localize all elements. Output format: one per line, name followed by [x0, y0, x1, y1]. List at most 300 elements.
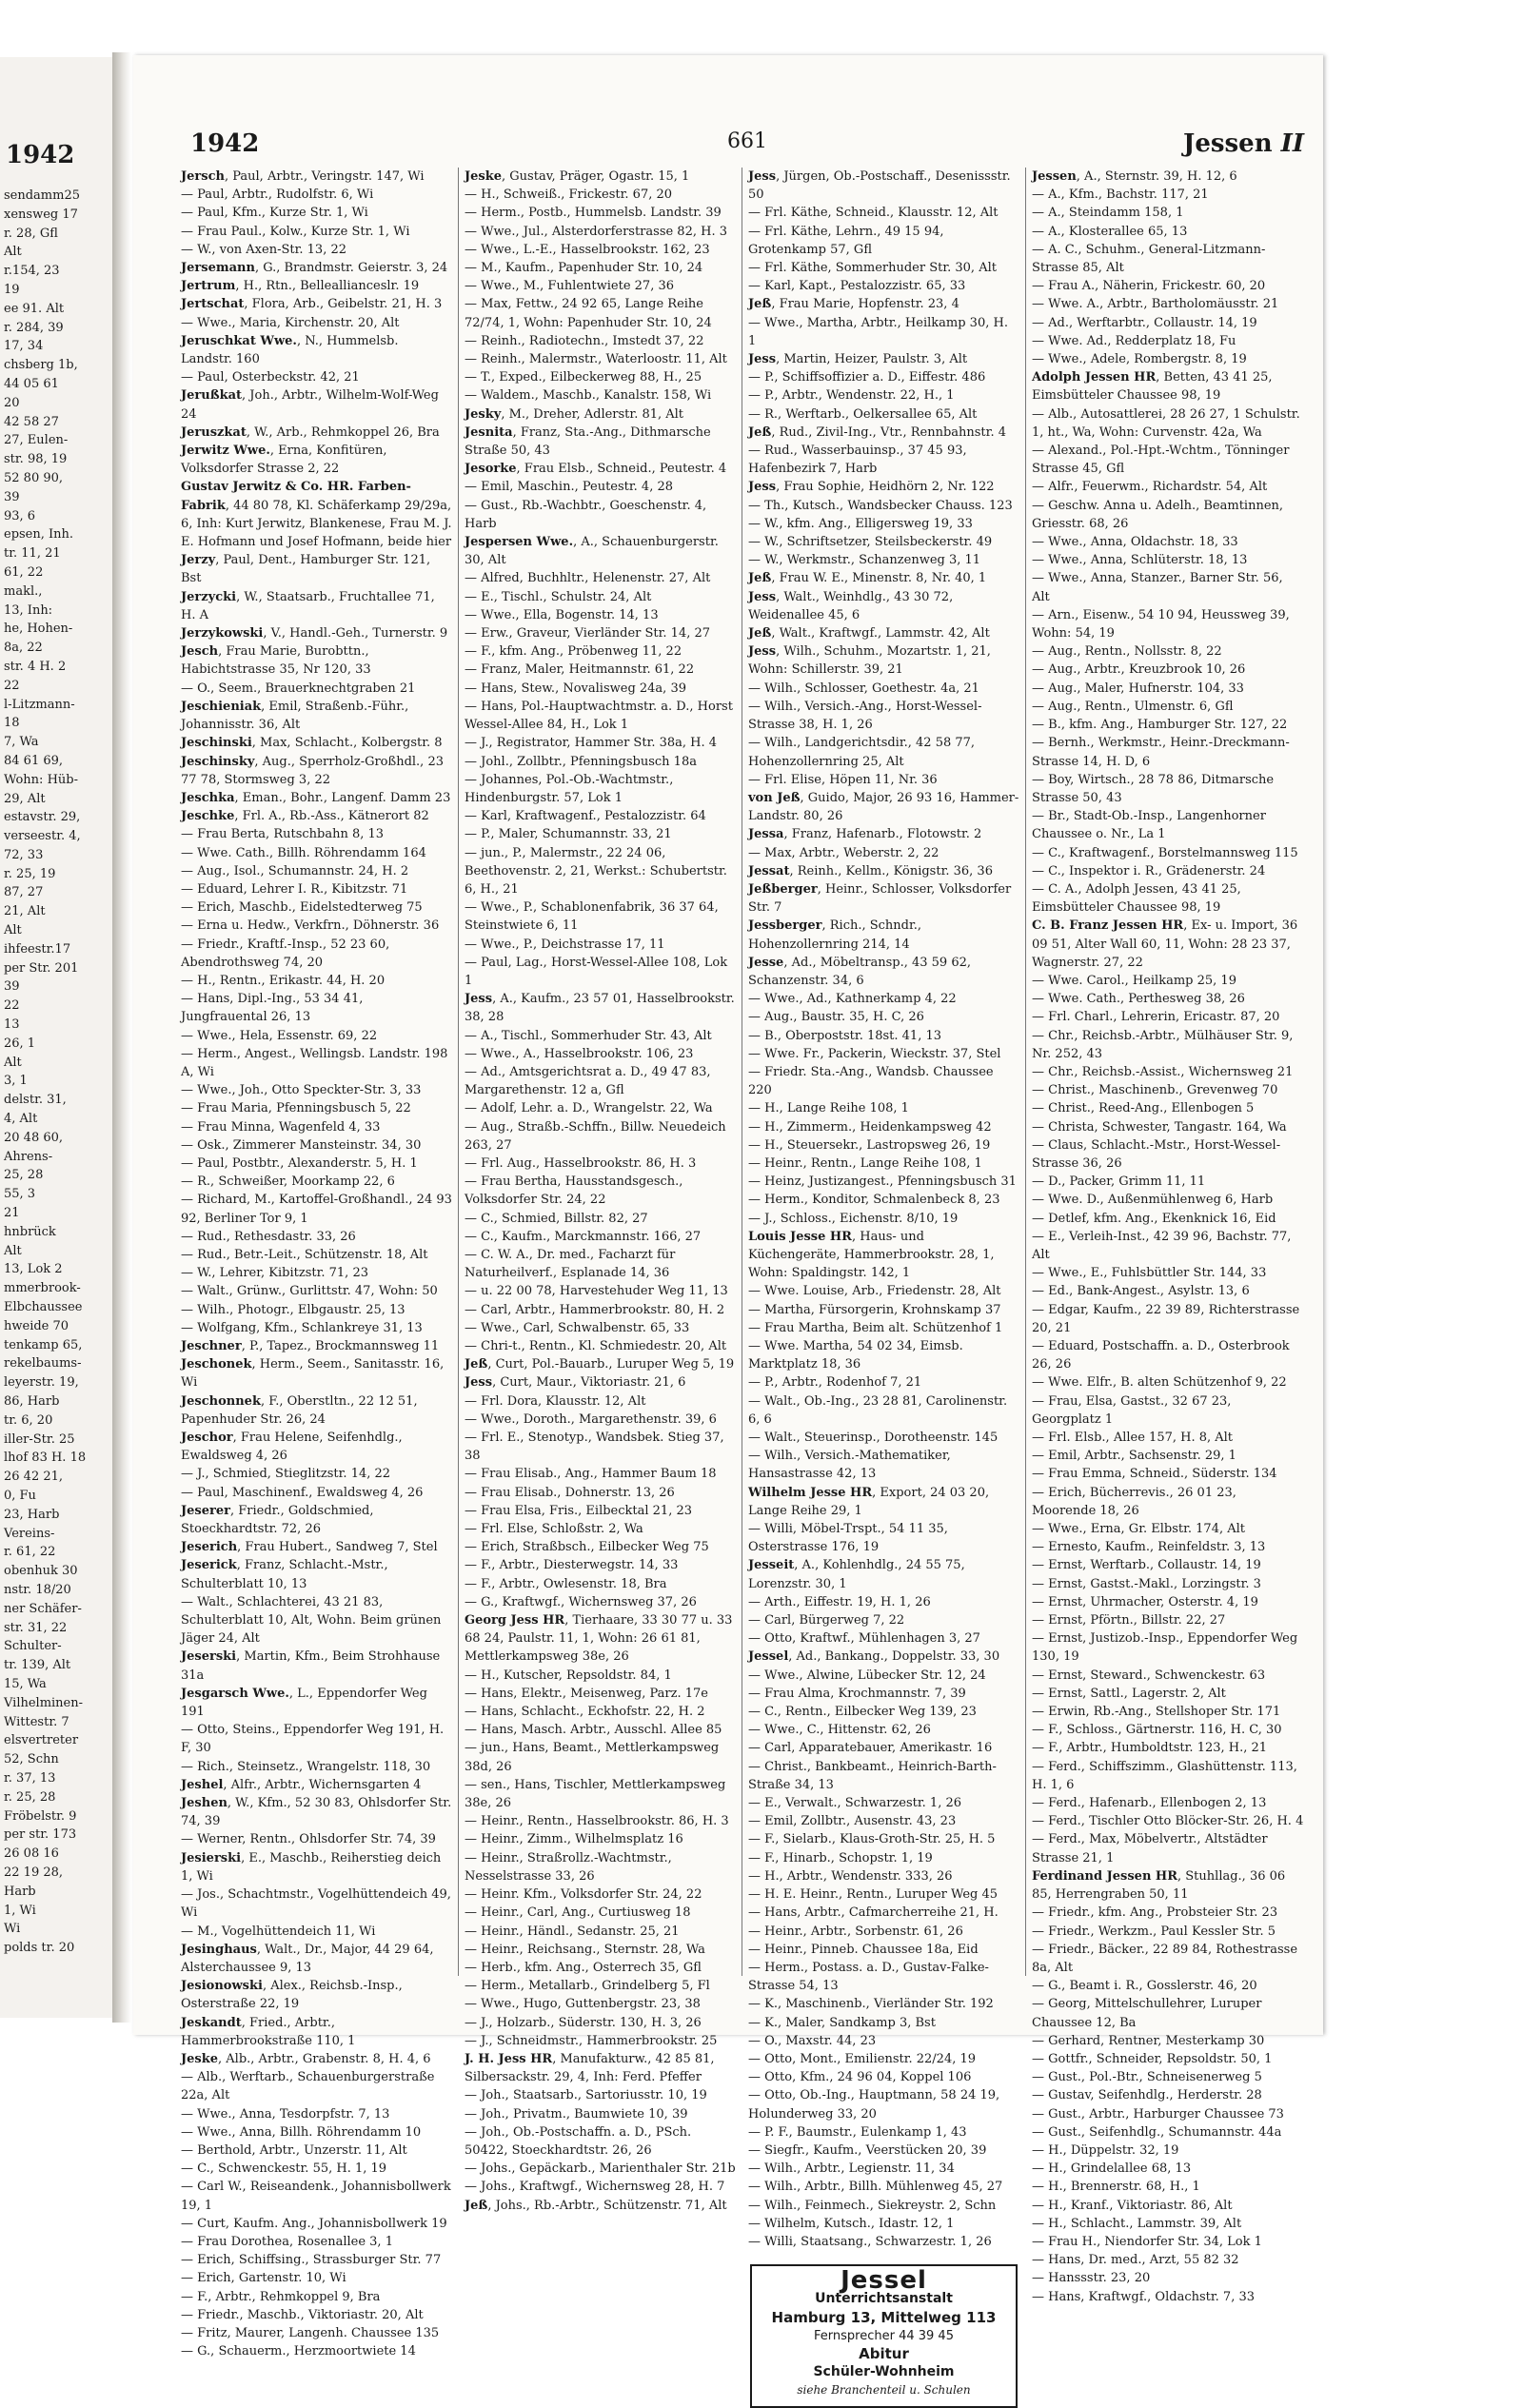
directory-entry: Jersemann, G., Brandmstr. Geierstr. 3, 24: [181, 261, 448, 276]
directory-entry: — Alb., Werftarb., Schauenburgerstraße 22a, Alt: [181, 2070, 435, 2103]
directory-entry: — Aug., Rentn., Nollsstr. 8, 22: [1032, 644, 1222, 660]
left-page-line: per Str. 201: [4, 960, 79, 976]
directory-entry: — G., Beamt i. R., Gosslerstr. 46, 20: [1032, 1979, 1257, 1994]
directory-entry: — H., Schweiß., Frickestr. 67, 20: [465, 188, 673, 203]
directory-column-3: [742, 168, 1026, 2398]
column-3-entries: [748, 168, 1019, 2251]
directory-entry: — Frl. Aug., Hasselbrookstr. 86, H. 3: [465, 1155, 697, 1171]
directory-entry: Jeske, Alb., Arbtr., Grabenstr. 8, H. 4, 6: [181, 2051, 431, 2066]
directory-entry: — Wwe., Anna, Billh. Röhrendamm 10: [181, 2124, 422, 2140]
ad-line-4: Abitur: [859, 2344, 909, 2362]
directory-entry: — F., Arbtr., Rehmkoppel 9, Bra: [181, 2289, 381, 2304]
directory-entry: Jertschat, Flora, Arb., Geibelstr. 21, H. 3: [181, 297, 443, 312]
directory-entry: Jeßberger, Heinr., Schlosser, Volksdorfer Str. 7: [748, 881, 1012, 916]
directory-entry: Jesse, Ad., Möbeltransp., 43 59 62, Schanzenstr. 34, 6: [748, 955, 972, 988]
directory-entry: — Frau Elisab., Dohnerstr. 13, 26: [465, 1485, 675, 1500]
directory-entry: — Frl. Käthe, Sommerhuder Str. 30, Alt: [748, 261, 997, 276]
directory-entry: — Frau H., Niendorfer Str. 34, Lok 1: [1032, 2234, 1262, 2249]
directory-entry: Jeshel, Alfr., Arbtr., Wichernsgarten 4: [181, 1777, 422, 1792]
left-page-line: 29, Alt: [4, 791, 46, 806]
left-page-line: 27, Eulen-: [4, 433, 69, 448]
directory-entry: Jesorke, Frau Elsb., Schneid., Peutestr. 4: [465, 462, 727, 477]
left-page-line: chsberg 1b,: [4, 358, 78, 373]
directory-entry: — Emil, Arbtr., Sachsenstr. 29, 1: [1032, 1449, 1236, 1464]
left-page-line: 61, 22: [4, 564, 44, 580]
directory-entry: Jeschonek, Herm., Seem., Sanitasstr. 16, Wi: [181, 1357, 445, 1391]
directory-entry: — Wwe., E., Fuhlsbüttler Str. 144, 33: [1032, 1266, 1267, 1281]
directory-entry: — Wwe. Louise, Arb., Friedenstr. 28, Alt: [748, 1284, 1001, 1299]
directory-entry: — Ad., Werftarbtr., Collaustr. 14, 19: [1032, 315, 1257, 330]
directory-entry: — Paul, Arbtr., Rudolfstr. 6, Wi: [181, 188, 374, 203]
directory-entry: — H., Steuersekr., Lastropsweg 26, 19: [748, 1137, 991, 1153]
directory-entry: — Reinh., Radiotechn., Imstedt 37, 22: [465, 333, 704, 348]
directory-entry: — H., Kranf., Viktoriastr. 86, Alt: [1032, 2198, 1233, 2213]
left-page-line: lhof 83 H. 18: [4, 1451, 87, 1466]
directory-entry: — Johs., Gepäckarb., Marienthaler Str. 21b: [465, 2161, 736, 2177]
directory-entry: — A., Klosterallee 65, 13: [1032, 224, 1188, 239]
directory-entry: — Wwe., Alwine, Lübecker Str. 12, 24: [748, 1668, 986, 1683]
directory-entry: — Wwe., Anna, Oldachstr. 18, 33: [1032, 535, 1238, 550]
directory-entry: — Hans, Masch. Arbtr., Ausschl. Allee 85: [465, 1723, 722, 1738]
left-page-line: l-Litzmann-: [4, 697, 75, 712]
left-page-line: 39: [4, 489, 20, 504]
directory-entry: — Wilh., Arbtr., Billh. Mühlenweg 45, 27: [748, 2180, 1003, 2195]
directory-entry: — Br., Stadt-Ob.-Insp., Langenhorner Chaussee o. Nr., La 1: [1032, 809, 1266, 842]
directory-entry: — Werner, Rentn., Ohlsdorfer Str. 74, 39: [181, 1832, 436, 1847]
directory-entry: — Erich, Straßbsch., Eilbecker Weg 75: [465, 1540, 709, 1555]
directory-entry: Jess, Walt., Weinhdlg., 43 30 72, Weidenallee 45, 6: [748, 589, 954, 622]
directory-entry: — Johl., Zollbtr., Pfenningsbusch 18a: [465, 754, 697, 769]
directory-entry: — D., Packer, Grimm 11, 11: [1032, 1174, 1206, 1190]
directory-entry: — Wwe. Cath., Billh. Röhrendamm 164: [181, 845, 426, 860]
directory-entry: — Frau A., Näherin, Frickestr. 60, 20: [1032, 279, 1266, 294]
left-page-line: r. 25, 28: [4, 1789, 56, 1805]
directory-entry: Jerußkat, Joh., Arbtr., Wilhelm-Wolf-Weg 24: [181, 388, 439, 422]
directory-entry: — Emil, Maschin., Peutestr. 4, 28: [465, 480, 674, 495]
left-page-line: 52, Schn: [4, 1752, 59, 1767]
directory-entry: — F., Arbtr., Humboldtstr. 123, H., 21: [1032, 1741, 1268, 1756]
left-page-line: xensweg 17: [4, 207, 78, 222]
directory-entry: — Erich, Maschb., Eidelstedterweg 75: [181, 900, 423, 916]
left-page-line: makl.,: [4, 583, 43, 599]
directory-entry: — Heinr., Pinneb. Chaussee 18a, Eid: [748, 1942, 979, 1957]
directory-entry: — Th., Kutsch., Wandsbecker Chauss. 123: [748, 498, 1013, 513]
left-page-line: estavstr. 29,: [4, 810, 81, 825]
directory-entry: — A., Kfm., Bachstr. 117, 21: [1032, 188, 1209, 203]
left-page-line: Wittestr. 7: [4, 1714, 69, 1729]
directory-entry: C. B. Franz Jessen HR, Ex- u. Import, 36 09 51, Alter Wall 60, 11, Wohn: 28 23 37, Wagnerstr. 27, 22: [1032, 918, 1298, 970]
directory-entry: — E., Tischl., Schulstr. 24, Alt: [465, 589, 652, 604]
left-page-line: delstr. 31,: [4, 1093, 67, 1108]
directory-entry: — Carl W., Reiseandenk., Johannisbollwerk 19, 1: [181, 2180, 451, 2213]
directory-entry: — H. E. Heinr., Rentn., Luruper Weg 45: [748, 1887, 999, 1903]
directory-entry: — Friedr., Bäcker., 22 89 84, Rothestrasse 8a, Alt: [1032, 1942, 1298, 1975]
left-page-line: 42 58 27: [4, 414, 59, 429]
directory-entry: — Otto, Kraftwf., Mühlenhagen 3, 27: [748, 1631, 980, 1647]
directory-entry: — Franz, Maler, Heitmannstr. 61, 22: [465, 662, 695, 678]
directory-entry: — Rud., Betr.-Leit., Schützenstr. 18, Alt: [181, 1247, 428, 1262]
jessel-advertisement: [750, 2264, 1018, 2407]
directory-entry: — H., Rentn., Erikastr. 44, H. 20: [181, 973, 386, 988]
directory-entry: — Otto, Ob.-Ing., Hauptmann, 58 24 19, Holunderweg 33, 20: [748, 2088, 1000, 2122]
directory-entry: — Paul, Maschinenf., Ewaldsweg 4, 26: [181, 1485, 424, 1500]
directory-entry: — Friedr., Kraftf.-Insp., 52 23 60, Abendrothsweg 74, 20: [181, 937, 390, 970]
directory-entry: — Willi, Möbel-Trspt., 54 11 35, Osterstrasse 176, 19: [748, 1522, 948, 1555]
directory-entry: Jeserich, Frau Hubert., Sandweg 7, Stel: [181, 1540, 438, 1555]
directory-entry: Georg Jess HR, Tierhaare, 33 30 77 u. 33 68 24, Paulstr. 11, 1, Wohn: 26 61 81, Mettlerkampsweg 38e, 26: [465, 1613, 733, 1665]
left-page-line: Harb: [4, 1884, 36, 1899]
directory-entry: — E., Verwalt., Schwarzestr. 1, 26: [748, 1796, 961, 1811]
directory-entry: — H., Düppelstr. 32, 19: [1032, 2142, 1179, 2158]
directory-entry: — K., Maschinenb., Vierländer Str. 192: [748, 1997, 994, 2012]
directory-entry: — Eduard, Lehrer I. R., Kibitzstr. 71: [181, 881, 408, 897]
left-page-lines: [0, 187, 112, 1958]
left-page-line: 55, 3: [4, 1187, 36, 1202]
directory-entry: — Christa, Schwester, Tangastr. 164, Wa: [1032, 1119, 1287, 1135]
directory-entry: — Herm., Angest., Wellingsb. Landstr. 198 A, Wi: [181, 1046, 448, 1079]
directory-entry: — C., Rentn., Eilbecker Weg 139, 23: [748, 1705, 977, 1720]
directory-entry: Jessberger, Rich., Schndr., Hohenzollernring 214, 14: [748, 918, 922, 952]
directory-entry: — G., Schauerm., Herzmoortwiete 14: [181, 2344, 416, 2359]
directory-entry: — Gottfr., Schneider, Repsoldstr. 50, 1: [1032, 2051, 1273, 2066]
directory-entry: — Paul, Kfm., Kurze Str. 1, Wi: [181, 206, 368, 221]
directory-entry: — Frau Bertha, Hausstandsgesch., Volksdorfer Str. 24, 22: [465, 1174, 683, 1208]
directory-entry: — Heinz, Justizangest., Pfenningsbusch 31: [748, 1174, 1017, 1190]
directory-entry: — W., kfm. Ang., Elligersweg 19, 33: [748, 516, 973, 531]
directory-entry: Jeserick, Franz, Schlacht.-Mstr., Schulterblatt 10, 13: [181, 1558, 388, 1591]
directory-entry: — Emil, Zollbtr., Ausenstr. 43, 23: [748, 1814, 957, 1829]
directory-entry: — Ferd., Max, Möbelvertr., Altstädter Strasse 21, 1: [1032, 1832, 1268, 1865]
ad-name: Jessel: [841, 2266, 927, 2296]
directory-entry: — Gust., Arbtr., Harburger Chaussee 73: [1032, 2106, 1284, 2122]
directory-columns: [175, 168, 1310, 2398]
directory-entry: Jeshen, W., Kfm., 52 30 83, Ohlsdorfer Str. 74, 39: [181, 1796, 452, 1829]
directory-entry: Jeß, Walt., Kraftwgf., Lammstr. 42, Alt: [748, 626, 990, 641]
directory-column-2: [459, 168, 742, 2213]
directory-entry: — Hans, Dr. med., Arzt, 55 82 32: [1032, 2253, 1239, 2268]
left-page-line: Alt: [4, 1055, 22, 1070]
left-page-line: 86, Harb: [4, 1394, 60, 1409]
directory-entry: — Claus, Schlacht.-Mstr., Horst-Wessel-Strasse 36, 26: [1032, 1137, 1281, 1171]
directory-entry: — Arn., Eisenw., 54 10 94, Heussweg 39, Wohn: 54, 19: [1032, 607, 1290, 641]
directory-entry: — P., Arbtr., Rodenhof 7, 21: [748, 1375, 922, 1391]
directory-entry: — Christ., Reed-Ang., Ellenbogen 5: [1032, 1101, 1255, 1116]
directory-entry: — Ferd., Hafenarb., Ellenbogen 2, 13: [1032, 1796, 1267, 1811]
directory-entry: — Joh., Staatsarb., Sartoriusstr. 10, 19: [465, 2088, 707, 2103]
directory-entry: Jessen, A., Sternstr. 39, H. 12, 6: [1032, 169, 1237, 184]
left-page-line: 7, Wa: [4, 735, 39, 750]
directory-entry: — Heinr., Rentn., Lange Reihe 108, 1: [748, 1155, 982, 1171]
directory-entry: — Max, Arbtr., Weberstr. 2, 22: [748, 845, 940, 860]
directory-entry: Jeß, Rud., Zivil-Ing., Vtr., Rennbahnstr. 4: [748, 424, 1006, 440]
directory-entry: J. H. Jess HR, Manufakturw., 42 85 81, Silbersackstr. 29, 4, Inh: Ferd. Pfeffer: [465, 2051, 715, 2085]
directory-entry: — Erich, Bücherrevis., 26 01 23, Moorende 18, 26: [1032, 1485, 1236, 1518]
directory-entry: Jeß, Curt, Pol.-Bauarb., Luruper Weg 5, 19: [465, 1357, 735, 1372]
directory-entry: — Rud., Rethesdastr. 33, 26: [181, 1229, 356, 1244]
left-page-line: Alt: [4, 245, 22, 260]
directory-entry: — Ferd., Tischler Otto Blöcker-Str. 26, H. 4: [1032, 1814, 1304, 1829]
directory-entry: — Frl. Else, Schloßstr. 2, Wa: [465, 1522, 643, 1537]
left-page-line: Ahrens-: [4, 1149, 53, 1164]
directory-entry: — Frau Paul., Kolw., Kurze Str. 1, Wi: [181, 224, 410, 239]
directory-entry: — C. A., Adolph Jessen, 43 41 25, Eimsbütteler Chaussee 98, 19: [1032, 881, 1241, 916]
directory-entry: — Karl, Kraftwagenf., Pestalozzistr. 64: [465, 809, 706, 824]
left-page-line: 25, 28: [4, 1168, 44, 1183]
directory-entry: — H., Arbtr., Wendenstr. 333, 26: [748, 1868, 953, 1884]
directory-entry: — Frau Emma, Schneid., Süderstr. 134: [1032, 1467, 1277, 1482]
directory-entry: — Heinr., Arbtr., Sorbenstr. 61, 26: [748, 1924, 963, 1939]
directory-entry: — Aug., Isol., Schumannstr. 24, H. 2: [181, 863, 409, 878]
left-page-line: 21, Alt: [4, 904, 46, 919]
directory-entry: — Wwe., Joh., Otto Speckter-Str. 3, 33: [181, 1083, 422, 1098]
directory-entry: — Wwe., P., Deichstrasse 17, 11: [465, 937, 665, 952]
left-page-line: Wi: [4, 1922, 21, 1937]
directory-entry: — u. 22 00 78, Harvestehuder Weg 11, 13: [465, 1284, 728, 1299]
directory-entry: — Erich, Schiffsing., Strassburger Str. 77: [181, 2253, 442, 2268]
directory-entry: Jesch, Frau Marie, Burobttn., Habichtstrasse 35, Nr 120, 33: [181, 644, 371, 678]
directory-entry: — Wwe. Martha, 54 02 34, Eimsb. Marktplatz 18, 36: [748, 1339, 963, 1372]
directory-entry: — J., Schneidmstr., Hammerbrookstr. 25: [465, 2033, 718, 2048]
directory-entry: — Heinr., Reichsang., Sternstr. 28, Wa: [465, 1942, 705, 1957]
directory-entry: — Frl. Dora, Klausstr. 12, Alt: [465, 1393, 646, 1409]
left-page-line: 13, Inh:: [4, 602, 53, 618]
directory-entry: — C., Schmied, Billstr. 82, 27: [465, 1211, 648, 1226]
directory-entry: — Frl. Käthe, Schneid., Klausstr. 12, Alt: [748, 206, 999, 221]
directory-entry: — Wwe., Erna, Gr. Elbstr. 174, Alt: [1032, 1522, 1246, 1537]
directory-entry: — H., Zimmerm., Heidenkampsweg 42: [748, 1119, 992, 1135]
directory-entry: — F., Hinarb., Schopstr. 1, 19: [748, 1850, 933, 1865]
directory-entry: — Gust., Pol.-Btr., Schneisenerweg 5: [1032, 2070, 1262, 2085]
directory-entry: Jess, Jürgen, Ob.-Postschaff., Desenissstr. 50: [748, 169, 1011, 203]
directory-entry: Jess, Wilh., Schuhm., Mozartstr. 1, 21, Wohn: Schillerstr. 39, 21: [748, 644, 991, 678]
directory-entry: Jesgarsch Wwe., L., Eppendorfer Weg 191: [181, 1686, 427, 1720]
directory-entry: — Max, Fettw., 24 92 65, Lange Reihe 72/74, 1, Wohn: Papenhuder Str. 10, 24: [465, 297, 712, 330]
directory-entry: — Rich., Steinsetz., Wrangelstr. 118, 30: [181, 1759, 431, 1774]
directory-entry: Jeschieniak, Emil, Straßenb.-Führ., Johannisstr. 36, Alt: [181, 699, 409, 733]
left-page-line: elsvertreter: [4, 1733, 79, 1748]
directory-entry: — Wilh., Photogr., Elbgaustr. 25, 13: [181, 1302, 405, 1317]
directory-entry: — Heinr. Kfm., Volksdorfer Str. 24, 22: [465, 1887, 702, 1903]
directory-entry: — Detlef, kfm. Ang., Ekenknick 16, Eid: [1032, 1211, 1276, 1226]
directory-entry: — Eduard, Postschaffn. a. D., Osterbrook 26, 26: [1032, 1339, 1290, 1372]
directory-entry: Jess, A., Kaufm., 23 57 01, Hasselbrookstr. 38, 28: [465, 992, 735, 1025]
directory-entry: — Ernst, Pförtn., Billstr. 22, 27: [1032, 1613, 1226, 1628]
directory-entry: — Frau Dorothea, Rosenallee 3, 1: [181, 2234, 393, 2249]
directory-entry: — P., Schiffsoffizier a. D., Eiffestr. 486: [748, 370, 986, 385]
left-page-line: 4, Alt: [4, 1112, 38, 1127]
left-page-line: tenkamp 65,: [4, 1337, 83, 1352]
directory-entry: — Siegfr., Kaufm., Veerstücken 20, 39: [748, 2142, 987, 2158]
left-page-line: Wohn: Hüb-: [4, 772, 78, 787]
left-page-line: tr. 11, 21: [4, 546, 61, 562]
directory-entry: — Arth., Eiffestr. 19, H. 1, 26: [748, 1594, 931, 1609]
left-page-line: 15, Wa: [4, 1676, 47, 1691]
directory-entry: — Jos., Schachtmstr., Vogelhüttendeich 49, Wi: [181, 1887, 451, 1921]
directory-entry: — Chr., Reichsb.-Assist., Wichernsweg 21: [1032, 1064, 1294, 1079]
directory-entry: — Chr., Reichsb.-Arbtr., Mülhäuser Str. 9, Nr. 252, 43: [1032, 1028, 1294, 1061]
directory-entry: Jerzycki, W., Staatsarb., Fruchtallee 71, H. A: [181, 589, 435, 622]
directory-entry: — Reinh., Malermstr., Waterloostr. 11, Alt: [465, 352, 727, 367]
directory-column-1: [175, 168, 459, 2359]
directory-entry: — Edgar, Kaufm., 22 39 89, Richterstrasse 20, 21: [1032, 1302, 1300, 1335]
left-page-line: tr. 6, 20: [4, 1412, 53, 1428]
left-page-line: Schulter-: [4, 1639, 62, 1654]
directory-entry: — Frau Alma, Krochmannstr. 7, 39: [748, 1686, 966, 1701]
left-page-line: hweide 70: [4, 1318, 69, 1333]
directory-entry: — Otto, Steins., Eppendorfer Weg 191, H. F, 30: [181, 1723, 445, 1756]
left-page-line: mmerbrook-: [4, 1281, 81, 1296]
directory-entry: Jeschor, Frau Helene, Seifenhdlg., Ewaldsweg 4, 26: [181, 1431, 403, 1464]
directory-entry: — Waldem., Maschb., Kanalstr. 158, Wi: [465, 388, 712, 404]
directory-entry: — Erw., Graveur, Vierländer Str. 14, 27: [465, 626, 711, 641]
directory-entry: — Adolf, Lehr. a. D., Wrangelstr. 22, Wa: [465, 1101, 713, 1116]
directory-entry: — M., Vogelhüttendeich 11, Wi: [181, 1924, 376, 1939]
directory-entry: — Fritz, Maurer, Langenh. Chaussee 135: [181, 2325, 440, 2340]
left-page-line: tr. 139, Alt: [4, 1658, 71, 1673]
left-page-strip: [0, 57, 113, 2018]
directory-entry: Jeruschkat Wwe., N., Hummelsb. Landstr. 160: [181, 333, 399, 367]
directory-entry: — E., Verleih-Inst., 42 39 96, Bachstr. 77, Alt: [1032, 1229, 1292, 1262]
directory-entry: — Frau, Elsa, Gastst., 32 67 23, Georgplatz 1: [1032, 1393, 1232, 1427]
directory-entry: — C. W. A., Dr. med., Facharzt für Naturheilverf., Esplanade 14, 36: [465, 1247, 676, 1281]
left-page-line: str. 31, 22: [4, 1620, 68, 1635]
directory-entry: — Aug., Arbtr., Kreuzbrook 10, 26: [1032, 662, 1246, 678]
directory-entry: — Wwe., Anna, Tesdorpfstr. 7, 13: [181, 2106, 390, 2122]
directory-entry: — Erwin, Rb.-Ang., Stellshoper Str. 171: [1032, 1705, 1281, 1720]
directory-entry: — H., Grindelallee 68, 13: [1032, 2161, 1192, 2177]
directory-entry: — Aug., Baustr. 35, H. C, 26: [748, 1010, 924, 1025]
directory-entry: Jeß, Johs., Rb.-Arbtr., Schützenstr. 71, Alt: [465, 2198, 727, 2213]
left-page-line: he, Hohen-: [4, 622, 73, 637]
directory-entry: — Christ., Maschinenb., Grevenweg 70: [1032, 1083, 1278, 1098]
directory-entry: — Herm., Metallarb., Grindelberg 5, Fl: [465, 1979, 710, 1994]
left-page-line: r. 284, 39: [4, 320, 64, 335]
left-page-line: r.154, 23: [4, 264, 60, 279]
left-page-line: 26 42 21,: [4, 1470, 64, 1485]
directory-entry: — Ernst, Uhrmacher, Osterstr. 4, 19: [1032, 1594, 1258, 1609]
directory-entry: — Wwe. Ad., Redderplatz 18, Fu: [1032, 333, 1236, 348]
left-page-line: 93, 6: [4, 508, 36, 523]
directory-entry: — Erna u. Hedw., Verkfrn., Döhnerstr. 36: [181, 918, 440, 934]
directory-entry: — Ernesto, Kaufm., Reinfeldstr. 3, 13: [1032, 1540, 1266, 1555]
directory-entry: — Ad., Amtsgerichtsrat a. D., 49 47 83, Margarethenstr. 12 a, Gfl: [465, 1064, 711, 1098]
directory-entry: — B., Oberpoststr. 18st. 41, 13: [748, 1028, 942, 1043]
directory-entry: — Friedr. Sta.-Ang., Wandsb. Chaussee 220: [748, 1064, 994, 1098]
left-page-line: per str. 173: [4, 1827, 77, 1843]
book-gutter: [112, 52, 131, 2023]
directory-column-4: [1026, 168, 1310, 2304]
directory-entry: — R., Werftarb., Oelkersallee 65, Alt: [748, 406, 978, 422]
directory-entry: — Paul, Osterbeckstr. 42, 21: [181, 370, 360, 385]
directory-entry: — F., Arbtr., Diesterwegstr. 14, 33: [465, 1558, 679, 1573]
directory-entry: Jeschinski, Max, Schlacht., Kolbergstr. 8: [181, 736, 443, 751]
left-page-line: sendamm25: [4, 188, 81, 203]
directory-entry: Jeß, Frau Marie, Hopfenstr. 23, 4: [748, 297, 959, 312]
directory-entry: von Jeß, Guido, Major, 26 93 16, Hammer-Landstr. 80, 26: [748, 790, 1019, 824]
directory-entry: — Heinr., Straßrollz.-Wachtmstr., Nesselstrasse 33, 26: [465, 1850, 672, 1884]
directory-entry: — Carl, Bürgerweg 7, 22: [748, 1613, 905, 1628]
directory-entry: — Ernst, Sattl., Lagerstr. 2, Alt: [1032, 1686, 1226, 1701]
directory-entry: — Wwe. D., Außenmühlenweg 6, Harb: [1032, 1193, 1274, 1208]
directory-entry: — Friedr., Maschb., Viktoriastr. 20, Alt: [181, 2307, 424, 2322]
directory-entry: — Friedr., Werkzm., Paul Kessler Str. 5: [1032, 1924, 1276, 1939]
left-page-year: 1942: [6, 141, 75, 169]
directory-entry: Louis Jesse HR, Haus- und Küchengeräte, Hammerbrookstr. 28, 1, Wohn: Spaldingstr. 142, 1: [748, 1229, 995, 1281]
directory-entry: Jeskandt, Fried., Arbtr., Hammerbrookstraße 110, 1: [181, 2015, 356, 2048]
directory-entry: — Frl. Käthe, Lehrn., 49 15 94, Grotenkamp 57, Gfl: [748, 224, 944, 257]
directory-entry: Jesinghaus, Walt., Dr., Major, 44 29 64, Alsterchaussee 9, 13: [181, 1942, 434, 1975]
left-page-line: 21: [4, 1206, 20, 1221]
directory-entry: — Wwe., Doroth., Margarethenstr. 39, 6: [465, 1411, 717, 1427]
directory-entry: — Wwe., Carl, Schwalbenstr. 65, 33: [465, 1320, 690, 1335]
directory-entry: — Walt., Steuerinsp., Dorotheenstr. 145: [748, 1431, 999, 1446]
directory-entry: — M., Kaufm., Papenhuder Str. 10, 24: [465, 261, 703, 276]
directory-entry: — Herm., Postb., Hummelsb. Landstr. 39: [465, 206, 722, 221]
directory-entry: — Wwe., Adele, Rombergstr. 8, 19: [1032, 352, 1247, 367]
directory-entry: — Wilh., Feinmech., Siekreystr. 2, Schn: [748, 2198, 997, 2213]
left-page-line: polds tr. 20: [4, 1941, 75, 1956]
directory-entry: — Wwe., Jul., Alsterdorferstrasse 82, H. 3: [465, 224, 727, 239]
directory-entry: — Hans, Pol.-Hauptwachtmstr. a. D., Horst Wessel-Allee 84, H., Lok 1: [465, 699, 733, 733]
directory-entry: Jeserski, Martin, Kfm., Beim Strohhause 31a: [181, 1649, 441, 1683]
left-page-line: str. 4 H. 2: [4, 659, 67, 674]
directory-entry: — Wilh., Versich.-Mathematiker, Hansastrasse 42, 13: [748, 1449, 951, 1482]
directory-entry: — Karl, Kapt., Pestalozzistr. 65, 33: [748, 279, 966, 294]
directory-entry: — Wwe., Hugo, Guttenbergstr. 23, 38: [465, 1997, 701, 2012]
directory-entry: — Carl, Apparatebauer, Amerikastr. 16: [748, 1741, 993, 1756]
directory-entry: — Gerhard, Rentner, Mesterkamp 30: [1032, 2033, 1265, 2048]
directory-entry: — Wilh., Landgerichtsdir., 42 58 77, Hohenzollernring 25, Alt: [748, 736, 976, 769]
directory-entry: — Osk., Zimmerer Mansteinstr. 34, 30: [181, 1137, 422, 1153]
running-head-roman: II: [1280, 129, 1304, 158]
directory-entry: — F., kfm. Ang., Pröbenweg 11, 22: [465, 644, 682, 660]
header-year: 1942: [190, 129, 260, 158]
directory-entry: — Frl. Elsb., Allee 157, H. 8, Alt: [1032, 1431, 1234, 1446]
left-page-line: 17, 34: [4, 339, 44, 354]
directory-entry: — W., Lehrer, Kibitzstr. 71, 23: [181, 1266, 368, 1281]
directory-entry: — Wwe., Ad., Kathnerkamp 4, 22: [748, 992, 957, 1007]
directory-entry: — F., Arbtr., Owlesenstr. 18, Bra: [465, 1576, 667, 1591]
directory-entry: — Gust., Rb.-Wachbtr., Goeschenstr. 4, Harb: [465, 498, 707, 531]
directory-entry: — Herm., Postass. a. D., Gustav-Falke-Strasse 54, 13: [748, 1960, 989, 1994]
left-page-line: ihfeestr.17: [4, 941, 71, 957]
directory-entry: Jesnita, Franz, Sta.-Ang., Dithmarsche Straße 50, 43: [465, 424, 711, 459]
directory-entry: — Wwe., P., Schablonenfabrik, 36 37 64, Steinstwiete 6, 11: [465, 900, 719, 934]
directory-entry: — Wwe. A., Arbtr., Bartholomäusstr. 21: [1032, 297, 1279, 312]
left-page-line: r. 37, 13: [4, 1770, 56, 1786]
directory-entry: — Alb., Autosattlerei, 28 26 27, 1 Schulstr. 1, ht., Wa, Wohn: Curvenstr. 42a, Wa: [1032, 406, 1300, 440]
directory-entry: — C., Inspektor i. R., Grädenerstr. 24: [1032, 863, 1266, 878]
directory-entry: — P. F., Baumstr., Eulenkamp 1, 43: [748, 2124, 967, 2140]
directory-entry: — Geschw. Anna u. Adelh., Beamtinnen, Griesstr. 68, 26: [1032, 498, 1284, 531]
directory-entry: — Ernst, Justizob.-Insp., Eppendorfer Weg 130, 19: [1032, 1631, 1298, 1665]
left-page-line: 19: [4, 282, 20, 297]
ad-line-6: siehe Branchenteil u. Schulen: [797, 2383, 971, 2398]
directory-entry: — Hanssstr. 23, 20: [1032, 2271, 1151, 2286]
directory-entry: — Heinr., Rentn., Hasselbrookstr. 86, H. 3: [465, 1814, 729, 1829]
directory-entry: — F., Sielarb., Klaus-Groth-Str. 25, H. 5: [748, 1832, 996, 1847]
directory-entry: — Herm., Konditor, Schmalenbeck 8, 23: [748, 1193, 1000, 1208]
directory-entry: — Wilhelm, Kutsch., Idastr. 12, 1: [748, 2216, 955, 2231]
directory-entry: — W., von Axen-Str. 13, 22: [181, 242, 347, 257]
left-page-line: Vilhelminen-: [4, 1695, 84, 1710]
directory-entry: — P., Maler, Schumannstr. 33, 21: [465, 827, 672, 842]
directory-entry: — H., Lange Reihe 108, 1: [748, 1101, 909, 1116]
directory-entry: — Aug., Rentn., Ulmenstr. 6, Gfl: [1032, 699, 1234, 714]
directory-entry: — A., Steindamm 158, 1: [1032, 206, 1184, 221]
directory-entry: — H., Brennerstr. 68, H., 1: [1032, 2180, 1200, 2195]
left-page-line: verseestr. 4,: [4, 829, 81, 844]
